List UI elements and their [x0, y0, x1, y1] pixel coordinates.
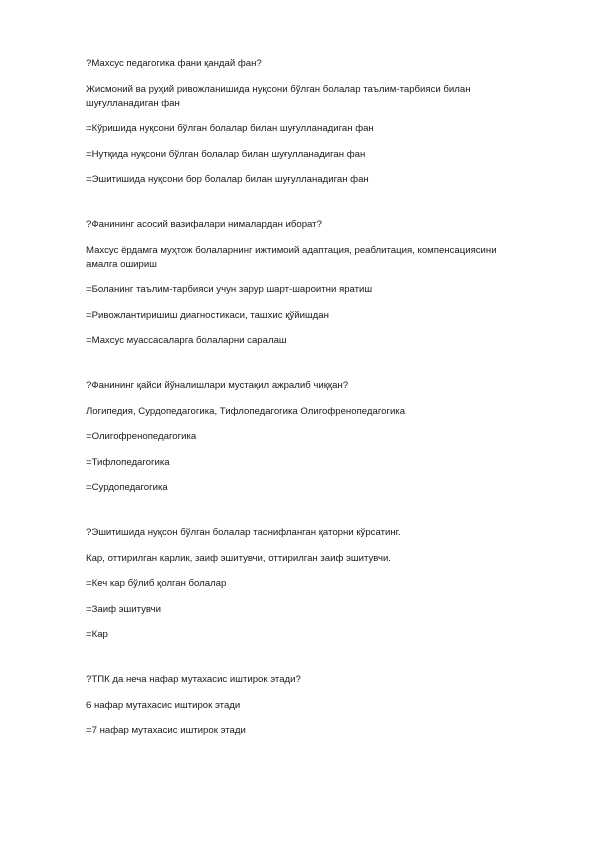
question-block-3 [86, 379, 526, 495]
answer-text: Кар, оттирилган карлик, заиф эшитувчи, оттирилган заиф эшитувчи. [86, 552, 391, 564]
option-text: =Кар [86, 629, 108, 640]
option-text: =Заиф эшитувчи [86, 603, 161, 615]
option-text: =Боланинг таълим-тарбияси учун зарур шарт-шароитни яратиш [86, 284, 373, 295]
answer-text: 6 нафар мутахасис иштирок этади [86, 699, 241, 711]
question-text: ?Махсус педагогика фани қандай фан? [86, 58, 262, 69]
option-text: =Эшитишида нуқсони бор болалар билан шуғулланадиган фан [86, 174, 369, 185]
option-text: =Нутқида нуқсони бўлган болалар билан шуғулланадиган фан [86, 148, 366, 160]
question-text: ?Эшитишида нуқсон бўлган болалар таснифланган қаторни кўрсатинг. [86, 527, 401, 538]
question-text: ?ТПК да неча нафар мутахасис иштирок этади? [86, 674, 301, 685]
answer-text: Жисмоний ва руҳий ривожланишида нуқсони бўлган болалар таълим-тарбияси билан шуғулланадиган фан [86, 83, 471, 109]
option-text: =7 нафар мутахасис иштирок этади [86, 725, 246, 736]
option-text: =Сурдопедагогика [86, 482, 168, 493]
option-text: =Олигофренопедагогика [86, 431, 197, 442]
question-block-4 [86, 526, 526, 642]
option-text: =Махсус муассасаларга болаларни саралаш [86, 335, 287, 346]
question-block-2 [86, 218, 526, 348]
option-text: =Ривожлантиришиш диагностикаси, ташхис қўйишдан [86, 309, 329, 321]
question-text: ?Фанининг асосий вазифалари нималардан иборат? [86, 219, 322, 230]
answer-text: Логипедия, Сурдопедагогика, Тифлопедагогика Олигофренопедагогика [86, 405, 406, 417]
question-text: ?Фанининг қайси йўналишлари мустақил ажралиб чиққан? [86, 380, 349, 391]
option-text: =Кўришида нуқсони бўлган болалар билан шуғулланадиган фан [86, 123, 374, 134]
answer-text: Махсус ёрдамга муҳтож болаларнинг ижтимоий адаптация, реаблитация, компенсациясини амалга ошириш [86, 244, 497, 270]
option-text: =Тифлопедагогика [86, 456, 170, 468]
question-block-5 [86, 673, 526, 738]
question-block-1 [86, 57, 526, 187]
option-text: =Кеч кар бўлиб қолган болалар [86, 578, 227, 589]
